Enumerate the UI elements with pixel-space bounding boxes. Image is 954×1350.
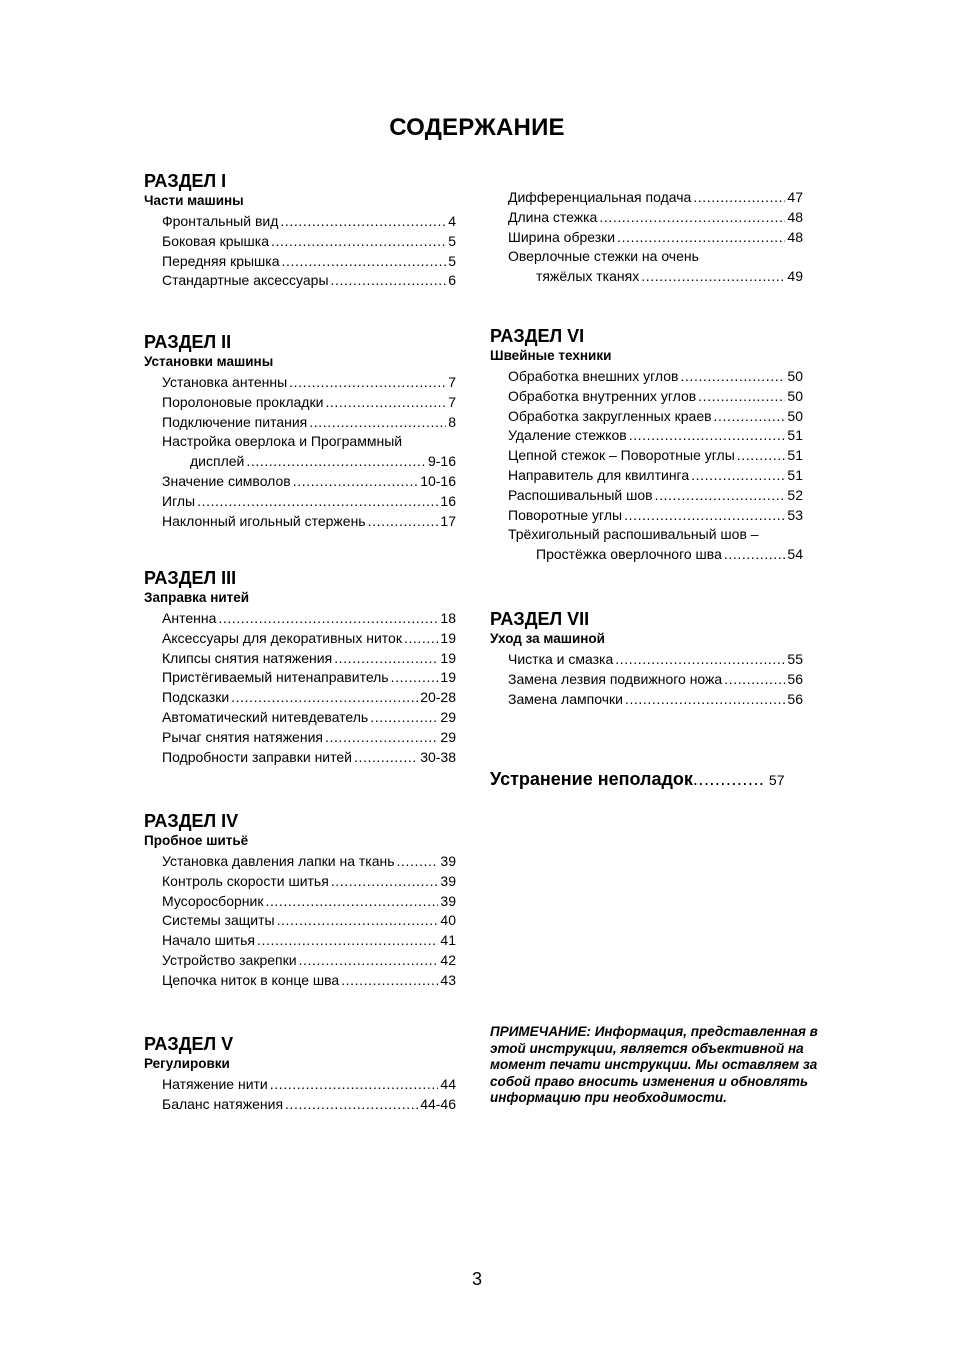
toc-entry-page: 9-16 <box>427 453 456 470</box>
toc-entry-label: Ширина обрезки <box>508 228 616 245</box>
dot-leader <box>641 267 785 287</box>
dot-leader <box>624 506 785 526</box>
toc-entry-page: 10-16 <box>420 472 456 489</box>
toc-entry-page: 7 <box>448 374 456 390</box>
dot-leader <box>280 212 446 232</box>
dot-leader <box>218 609 438 629</box>
toc-entry-label: Натяжение нити <box>162 1076 268 1092</box>
dot-leader <box>724 670 785 690</box>
toc-entry-page: 55 <box>787 651 803 667</box>
toc-entry <box>162 852 456 872</box>
toc-entry <box>162 432 456 472</box>
toc-entry-page: 39 <box>440 892 456 909</box>
toc-entry-page: 44 <box>440 1076 456 1092</box>
toc-entry-label: Мусоросборник <box>162 892 264 909</box>
dot-leader <box>625 690 785 710</box>
toc-entry-label: Обработка внешних углов <box>508 368 679 384</box>
toc-entry-label: Обработка внутренних углов <box>508 387 697 404</box>
section-5-continued <box>490 188 803 287</box>
toc-entry-page: 41 <box>440 932 456 949</box>
toc-entry-label: Начало шитья <box>162 932 256 949</box>
toc-entry <box>508 387 803 407</box>
toc-entry-label: Настройка оверлока и Программный <box>162 433 403 450</box>
note-text: ПРИМЕЧАНИЕ: Информация, представленная в этой инструкции, является объективной на момент печати инструкции. Мы оставляем за собой право вносить изменения и обновлять информацию при необходимости. <box>490 1024 818 1106</box>
toc-entry <box>162 1095 456 1115</box>
toc-entry-label: Установка антенны <box>162 374 288 390</box>
toc-entry-page: 53 <box>787 506 803 523</box>
toc-entry-label: Антенна <box>162 610 217 626</box>
toc-entry-label: Передняя крышка <box>162 252 280 269</box>
section-subheading: Части машины <box>144 193 244 208</box>
dot-leader <box>197 492 438 512</box>
dot-leader <box>693 188 785 208</box>
toc-entries <box>508 650 803 709</box>
toc-entry <box>162 472 456 492</box>
dot-leader <box>391 668 439 688</box>
dot-leader <box>354 748 418 768</box>
dot-leader <box>271 232 446 252</box>
section-heading: РАЗДЕЛ IV <box>144 811 239 831</box>
dot-leader <box>698 387 785 407</box>
toc-entry <box>162 728 456 748</box>
section-subheading: Заправка нитей <box>144 590 250 605</box>
troubleshooting-page: 57 <box>768 772 785 788</box>
toc-entry-page: 56 <box>787 670 803 687</box>
toc-entry-label: Направитель для квилтинга <box>508 466 690 483</box>
toc-entry-label: Дифференциальная подача <box>508 189 692 205</box>
toc-entry-page: 51 <box>787 466 803 483</box>
toc-entry-page: 54 <box>787 546 803 563</box>
toc-entry <box>162 971 456 991</box>
toc-entry-page: 52 <box>787 486 803 503</box>
toc-entry-label: Установка давления лапки на ткань <box>162 853 395 869</box>
toc-entry-label: Цепочка ниток в конце шва <box>162 971 340 988</box>
toc-entry-label-cont: Простёжка оверлочного шва <box>536 546 722 563</box>
toc-entry-label: Оверлочные стежки на очень <box>508 248 699 265</box>
toc-entry <box>508 407 803 427</box>
toc-entry-label: Рычаг снятия натяжения <box>162 728 323 745</box>
toc-entry-label: Замена лампочки <box>508 690 623 707</box>
toc-entry <box>508 650 803 670</box>
toc-entry-label: Иглы <box>162 492 196 509</box>
toc-entry-page: 42 <box>440 951 456 968</box>
toc-entry <box>162 373 456 393</box>
toc-entry <box>162 609 456 629</box>
section-subheading: Установки машины <box>144 354 274 369</box>
page-number: 3 <box>471 1269 482 1289</box>
troubleshooting-entry <box>490 769 802 790</box>
toc-entry <box>162 252 456 272</box>
dot-leader <box>629 426 786 446</box>
toc-entry-page: 50 <box>787 407 803 424</box>
page-title: СОДЕРЖАНИЕ <box>389 114 565 141</box>
section-heading: РАЗДЕЛ II <box>144 332 232 352</box>
toc-entry <box>508 466 803 486</box>
toc-entry-page: 29 <box>440 728 456 745</box>
toc-entry <box>162 892 456 912</box>
toc-entry-page: 49 <box>787 268 803 285</box>
section-heading: РАЗДЕЛ I <box>144 171 227 191</box>
toc-entry <box>508 525 803 565</box>
toc-entry <box>162 708 456 728</box>
section-subheading: Швейные техники <box>490 348 612 363</box>
section-subheading: Регулировки <box>144 1056 230 1071</box>
toc-entry <box>508 208 803 228</box>
toc-entry-label-cont: дисплей <box>190 453 245 470</box>
toc-entry-label: Фронтальный вид <box>162 213 279 229</box>
dot-leader <box>341 971 438 991</box>
toc-entry <box>162 649 456 669</box>
toc-entry-page: 5 <box>448 232 456 249</box>
toc-entry-page: 40 <box>440 912 456 929</box>
toc-entry <box>162 492 456 512</box>
toc-entry-page: 47 <box>787 189 803 205</box>
toc-entry-page: 17 <box>440 512 456 529</box>
toc-entry <box>162 748 456 768</box>
toc-entry-label: Системы защиты <box>162 912 275 929</box>
dot-leader <box>331 872 439 892</box>
toc-entry-page: 48 <box>787 208 803 225</box>
toc-entry <box>162 688 456 708</box>
toc-entry-page: 51 <box>787 447 803 464</box>
toc-entry-page: 4 <box>448 213 456 229</box>
toc-entry <box>508 426 803 446</box>
toc-entry <box>162 931 456 951</box>
dot-leader <box>293 472 418 492</box>
section-heading: РАЗДЕЛ V <box>144 1034 234 1054</box>
toc-entries <box>162 212 456 291</box>
toc-entries <box>162 609 456 767</box>
toc-entry-page: 19 <box>440 669 456 686</box>
toc-entry-page: 8 <box>448 413 456 430</box>
toc-entry-label: Трёхигольный распошивальный шов – <box>508 526 759 543</box>
toc-entry-label: Цепной стежок – Поворотные углы <box>508 447 735 464</box>
toc-entry-page: 18 <box>440 610 456 626</box>
toc-entry-label: Автоматический нитевдеватель <box>162 708 369 725</box>
toc-entry-label: Боковая крышка <box>162 232 270 249</box>
toc-entry <box>162 1075 456 1095</box>
toc-entry <box>508 228 803 248</box>
toc-entry <box>162 232 456 252</box>
dot-leader <box>285 1095 418 1115</box>
toc-entry-label: Стандартные аксессуары <box>162 272 329 289</box>
toc-entry <box>162 911 456 931</box>
section-6 <box>490 325 803 565</box>
toc-entry-page: 50 <box>787 368 803 384</box>
toc-entry <box>162 872 456 892</box>
section-2 <box>144 331 456 531</box>
toc-entry-page: 39 <box>440 872 456 889</box>
dot-leader <box>368 512 439 532</box>
toc-entry-page: 20-28 <box>420 689 456 706</box>
toc-entry-page: 43 <box>440 971 456 988</box>
toc-entry <box>162 212 456 232</box>
toc-entry-label: Аксессуары для декоративных ниток <box>162 629 402 646</box>
dot-leader <box>257 931 438 951</box>
dot-leader <box>691 466 785 486</box>
section-1 <box>144 170 456 291</box>
toc-entry-label: Устройство закрепки <box>162 951 297 968</box>
toc-entry-label: Значение символов <box>162 472 291 489</box>
section-heading: РАЗДЕЛ VI <box>490 326 585 346</box>
toc-entry-label: Пристёгиваемый нитенаправитель <box>162 669 389 686</box>
dot-leader <box>655 486 786 506</box>
toc-entry-page: 7 <box>448 393 456 410</box>
toc-entry-page: 19 <box>440 629 456 646</box>
toc-entry-label: Поролоновые прокладки <box>162 393 324 410</box>
toc-entry-label: Распошивальный шов <box>508 486 653 503</box>
toc-entry <box>162 951 456 971</box>
section-5 <box>144 1033 456 1115</box>
toc-entry-page: 29 <box>440 708 456 725</box>
toc-entry-label: Подробности заправки нитей <box>162 748 352 765</box>
toc-entry <box>508 690 803 710</box>
dot-leader <box>289 373 446 393</box>
toc-entry-page: 44-46 <box>420 1095 456 1112</box>
section-7 <box>490 608 803 709</box>
toc-entry <box>508 486 803 506</box>
toc-entry-label: Подключение питания <box>162 413 308 430</box>
dot-leader <box>617 228 785 248</box>
section-subheading: Пробное шитьё <box>144 833 249 848</box>
toc-entry <box>162 271 456 291</box>
dot-leader <box>724 545 786 565</box>
dot-leader <box>270 1075 439 1095</box>
toc-entry <box>162 629 456 649</box>
toc-entry-page: 6 <box>448 272 456 289</box>
toc-entries <box>162 1075 456 1115</box>
toc-entry-label: Клипсы снятия натяжения <box>162 649 333 666</box>
toc-entry-label: Длина стежка <box>508 208 598 225</box>
dot-leader <box>277 911 439 931</box>
toc-entry-page: 16 <box>440 492 456 509</box>
dot-leader <box>334 649 438 669</box>
section-heading: РАЗДЕЛ III <box>144 568 237 588</box>
toc-entry-label: Наклонный игольный стержень <box>162 512 366 529</box>
toc-entry-label: Подсказки <box>162 689 230 706</box>
toc-entries <box>162 852 456 991</box>
dot-leader <box>325 393 446 413</box>
dot-leader <box>331 271 447 291</box>
dot-leader <box>370 708 438 728</box>
toc-entry-page: 5 <box>448 252 456 269</box>
toc-entry <box>508 247 803 287</box>
dot-leader <box>397 852 439 872</box>
toc-entry-page: 56 <box>787 690 803 707</box>
dot-leader <box>680 367 785 387</box>
dot-leader <box>325 728 438 748</box>
toc-entry-label: Контроль скорости шитья <box>162 872 329 889</box>
toc-entry-page: 30-38 <box>420 748 456 765</box>
toc-entry-label: Поворотные углы <box>508 506 623 523</box>
toc-entry <box>508 367 803 387</box>
toc-entry <box>508 506 803 526</box>
toc-entry <box>508 446 803 466</box>
toc-entry-page: 51 <box>787 427 803 444</box>
dot-leader <box>265 892 438 912</box>
toc-entry-label: Обработка закругленных краев <box>508 407 712 424</box>
dot-leader <box>714 407 786 427</box>
dot-leader <box>282 252 447 272</box>
toc-entry-label: Чистка и смазка <box>508 651 614 667</box>
toc-entry <box>162 512 456 532</box>
toc-entry <box>162 393 456 413</box>
toc-entry-label-cont: тяжёлых тканях <box>536 268 640 285</box>
toc-entry-page: 39 <box>440 853 456 869</box>
toc-entry-page: 50 <box>787 387 803 404</box>
toc-entry-label: Баланс натяжения <box>162 1095 284 1112</box>
dot-leader <box>404 629 438 649</box>
dot-leader <box>309 413 446 433</box>
toc-entries <box>508 188 803 287</box>
dot-leader <box>615 650 785 670</box>
toc-entry-label: Удаление стежков <box>508 427 627 444</box>
section-heading: РАЗДЕЛ VII <box>490 609 590 629</box>
toc-entries <box>162 373 456 531</box>
dot-leader <box>246 452 426 472</box>
troubleshooting-label: Устранение неполадок <box>490 769 693 789</box>
section-4 <box>144 810 456 991</box>
dot-leader <box>693 769 763 790</box>
section-3 <box>144 567 456 767</box>
section-subheading: Уход за машиной <box>490 631 605 646</box>
dot-leader <box>231 688 418 708</box>
toc-entry <box>508 188 803 208</box>
dot-leader <box>599 208 785 228</box>
toc-entry <box>508 670 803 690</box>
toc-entries <box>508 367 803 565</box>
toc-entry-label: Замена лезвия подвижного ножа <box>508 670 723 687</box>
toc-entry-page: 19 <box>440 649 456 666</box>
toc-entry-page: 48 <box>787 228 803 245</box>
dot-leader <box>737 446 786 466</box>
dot-leader <box>299 951 439 971</box>
toc-entry <box>162 668 456 688</box>
toc-entry <box>162 413 456 433</box>
